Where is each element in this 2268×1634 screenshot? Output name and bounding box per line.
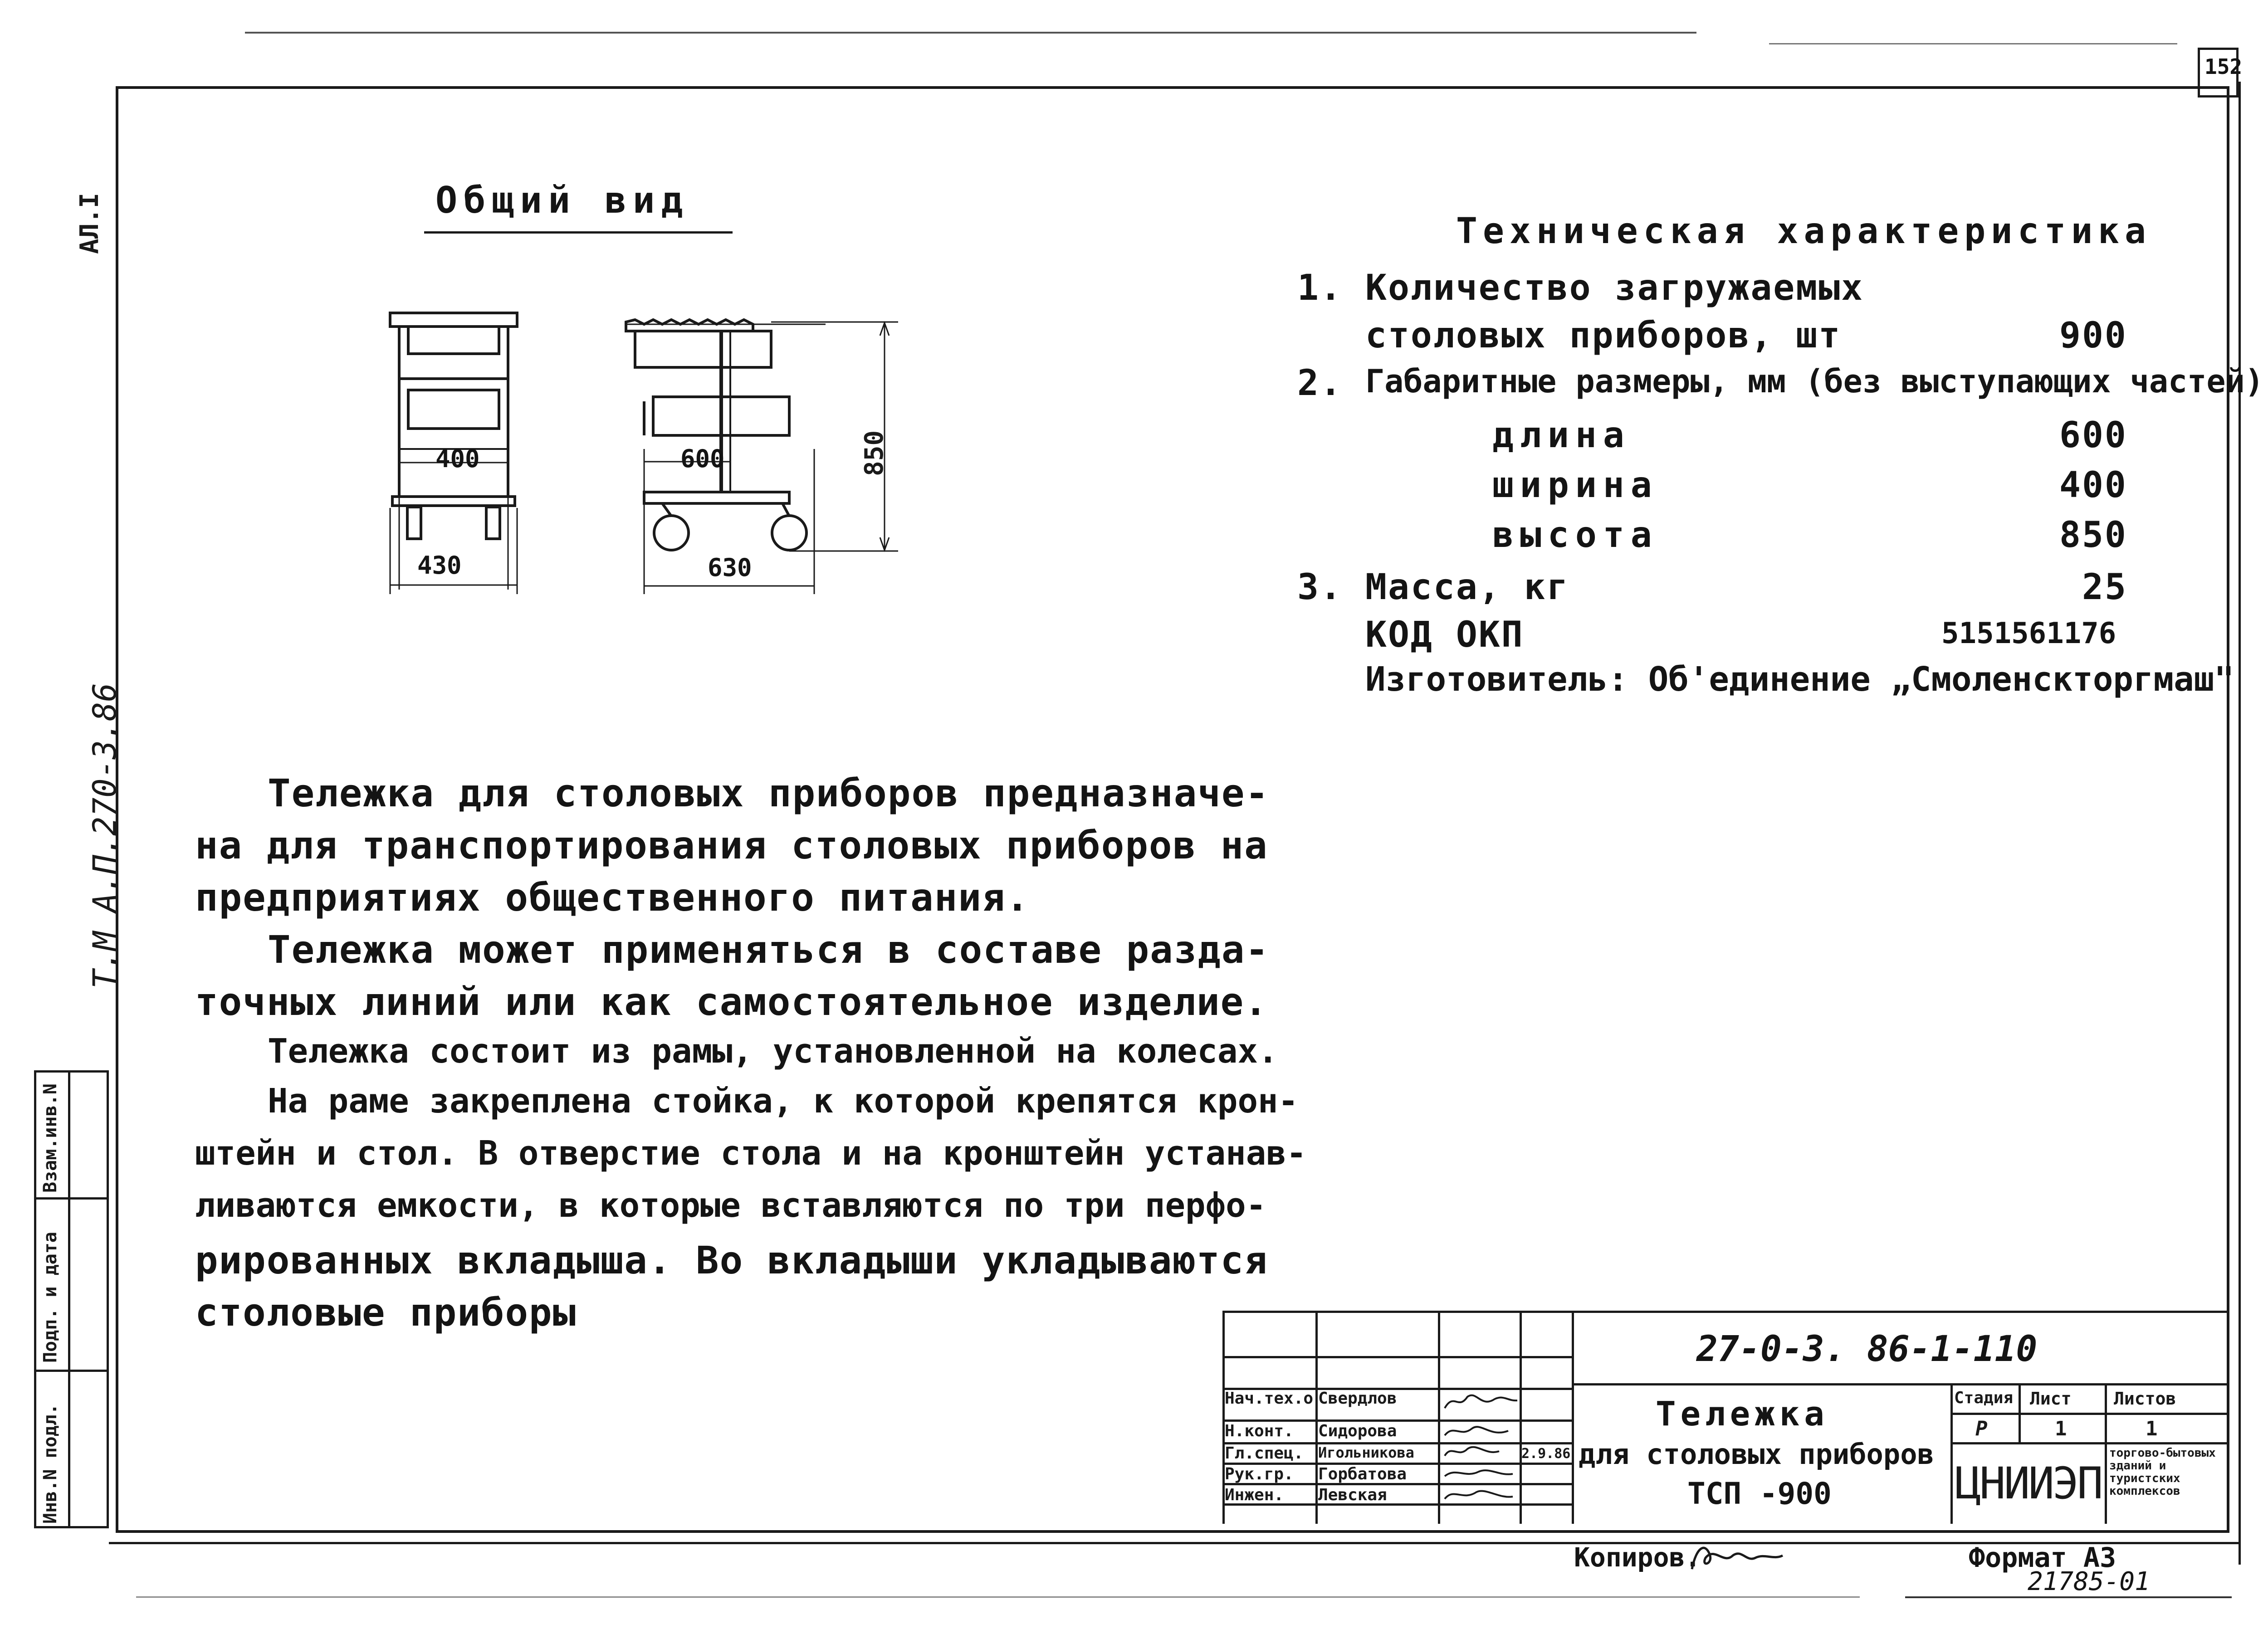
organization-name: торгово-бытовых зданий и туристских комплексов [2109,1447,2216,1498]
left-stamp-divider [68,1070,70,1528]
frame-double-right [2239,82,2241,1565]
spec-okp-label: КОД ОКП [1365,615,1524,655]
top-edge-stroke [1769,43,2177,44]
front-lower-container [408,390,499,429]
spec-mass-label: Масса, кг [1365,567,1569,608]
album-label: АЛ.I [75,193,104,254]
name-cell: Свердлов [1318,1389,1397,1408]
sheets-header: Листов [2114,1389,2176,1409]
role-cell: Гл.спец. [1225,1444,1304,1463]
spec-item2-number: 2. [1297,363,1343,404]
left-stamp-cell: Взам.инв.N [40,1083,61,1193]
front-wheel-right [486,507,500,539]
name-cell: Игольникова [1318,1444,1414,1461]
role-cell: Инжен. [1225,1486,1284,1504]
title-block-code: 27-0-3. 86-1-110 [1696,1329,2038,1370]
sheets-value: 1 [2146,1417,2158,1440]
role-cell: Н.конт. [1225,1422,1294,1440]
spec-height-label: высота [1492,515,1658,556]
side-top-table [626,320,753,331]
drawing-title: Общий вид [435,179,689,221]
description-line: точных линий или как самостоятельное изделие. [195,980,1268,1024]
spec-width-label: ширина [1492,465,1658,506]
product-name-line1: Тележка [1656,1395,1829,1434]
sheet-header: Лист [2030,1389,2072,1409]
date-cell: 2.9.86 [1521,1446,1571,1462]
left-stamp-divider [34,1370,109,1372]
description-line: На раме закреплена стойка, к которой крепятся крон- [268,1082,1299,1121]
left-stamp-cell: Подп. и дата [40,1232,61,1363]
side-wheel-left [654,516,689,550]
archive-number: 21785-01 [2028,1567,2150,1596]
spec-item1-number: 1. [1297,268,1343,308]
description-line: столовые приборы [195,1290,577,1335]
spec-length-label: длина [1492,415,1631,456]
archive-underline [1905,1596,2232,1598]
description-line: рированных вкладыша. Во вкладыши укладываются [195,1238,1268,1283]
dim-side-inner: 600 [680,444,725,473]
product-name-line3: ТСП -900 [1687,1476,1832,1511]
front-base [392,497,515,506]
dim-front-outer: 430 [417,551,462,580]
spec-item1-value: 900 [2059,315,2127,356]
left-stamp-cell: Инв.N подл. [40,1404,61,1524]
title-block [1222,1311,2229,1313]
front-wheel-left [407,507,421,539]
signatures [1440,1388,1520,1506]
spec-mass-value: 25 [2082,567,2127,608]
spec-item3-number: 3. [1297,567,1343,608]
description-line: ливаются емкости, в которые вставляются по три перфо- [195,1186,1266,1225]
role-cell: Рук.гр. [1225,1465,1294,1483]
description-line: штейн и стол. В отверстие стола и на кронштейн устанав- [195,1134,1307,1173]
side-wheel-right [772,516,807,550]
copier-signature [1687,1537,1787,1578]
role-cell: Нач.тех.о [1225,1389,1314,1408]
stage-header: Стадия [1954,1389,2014,1407]
spec-item1-line2: столовых приборов, шт [1365,315,1842,356]
spec-item1-line1: Количество загружаемых [1365,268,1864,308]
drawing-title-underline [424,231,733,234]
format-label: Формат А3 [1969,1542,2116,1574]
spec-manufacturer: Изготовитель: Об'единение „Смоленскторгмаш" [1365,660,2234,699]
spec-okp-value: 5151561176 [1941,617,2116,650]
description-line: Тележка для столовых приборов предназначе- [268,771,1270,815]
name-cell: Сидорова [1318,1422,1397,1440]
left-stamp-divider [34,1197,109,1200]
side-reference: Т.М А.П.270-3.86 [86,683,123,989]
specs-heading: Техническая характеристика [1456,211,2151,252]
spec-width-value: 400 [2059,465,2127,506]
sheet-number: 152 [2204,54,2243,79]
sheet-value: 1 [2055,1417,2067,1440]
spec-height-value: 850 [2059,515,2127,556]
organization-logo: ЦНИИЭП [1955,1458,2102,1509]
description-line: на для транспортирования столовых приборов на [195,823,1268,868]
name-cell: Горбатова [1318,1465,1407,1483]
product-name-line2: для столовых приборов [1579,1438,1934,1471]
side-base [644,492,789,503]
frame-double-bottom [109,1542,2241,1544]
stage-value: Р [1975,1417,1988,1440]
copied-by-label: Копиров. [1574,1542,1701,1573]
description-line: предприятиях общественного питания. [195,875,1030,920]
bottom-edge-stroke [136,1596,1860,1598]
top-edge-stroke [245,32,1696,34]
front-upper-container [408,327,499,354]
dim-height: 850 [860,430,889,476]
dim-side-outer: 630 [708,553,752,582]
front-top-table [390,313,517,327]
spec-item2-line1: Габаритные размеры, мм (без выступающих частей) [1365,363,2264,400]
dim-front-inner: 400 [435,444,480,473]
description-line: Тележка состоит из рамы, установленной на колесах. [268,1032,1278,1071]
description-line: Тележка может применяться в составе разда- [268,927,1270,972]
spec-length-value: 600 [2059,415,2127,456]
side-upper-container [635,331,771,367]
name-cell: Левская [1318,1486,1387,1504]
